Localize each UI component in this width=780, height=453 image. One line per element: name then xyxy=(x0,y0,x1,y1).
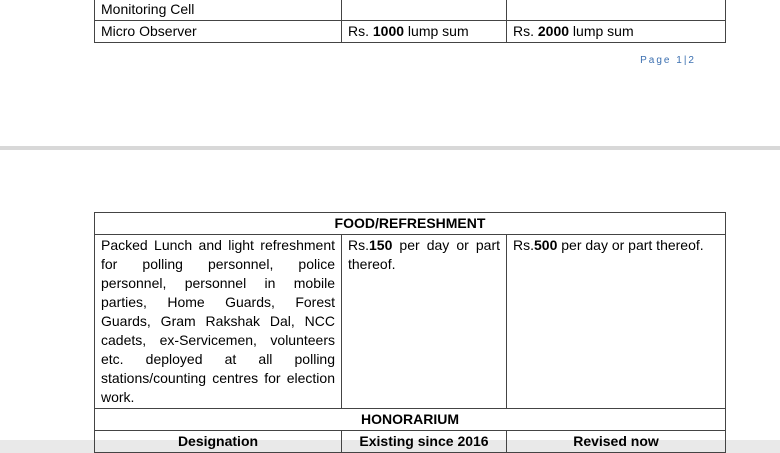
existing-cell: Rs. 1000 lump sum xyxy=(342,21,507,43)
table-row xyxy=(95,21,726,43)
page-number: Page 1|2 xyxy=(640,55,696,66)
food-description-cell: Packed Lunch and light refreshment for polling personnel, police personnel, personnel in mobile parties, Home Guards, Forest Guards, Gram Rakshak Dal, NCC cadets, ex-Servicemen, volunteers etc. deployed at all polling stations/counting centres for election work. xyxy=(95,235,342,409)
food-revised-cell: Rs.500 per day or part thereof. xyxy=(507,235,726,409)
section-heading-honorarium: HONORARIUM xyxy=(95,409,726,431)
designation-cell: Monitoring Cell xyxy=(95,0,342,21)
revised-cell xyxy=(507,0,726,21)
column-header-existing: Existing since 2016 xyxy=(342,431,507,453)
page-2 xyxy=(0,150,780,449)
designation-cell: Micro Observer xyxy=(95,21,342,43)
rates-table-top xyxy=(94,0,726,43)
column-header-revised: Revised now xyxy=(507,431,726,453)
column-header-designation: Designation xyxy=(95,431,342,453)
revised-cell: Rs. 2000 lump sum xyxy=(507,21,726,43)
header-row xyxy=(95,431,726,453)
section-heading-food: FOOD/REFRESHMENT xyxy=(95,213,726,235)
food-existing-cell: Rs.150 per day or part thereof. xyxy=(342,235,507,409)
table-row xyxy=(95,235,726,409)
page-1 xyxy=(0,0,780,146)
section-row xyxy=(95,409,726,431)
existing-cell xyxy=(342,0,507,21)
table-row xyxy=(95,0,726,21)
rates-table-food xyxy=(94,212,726,453)
section-row xyxy=(95,213,726,235)
